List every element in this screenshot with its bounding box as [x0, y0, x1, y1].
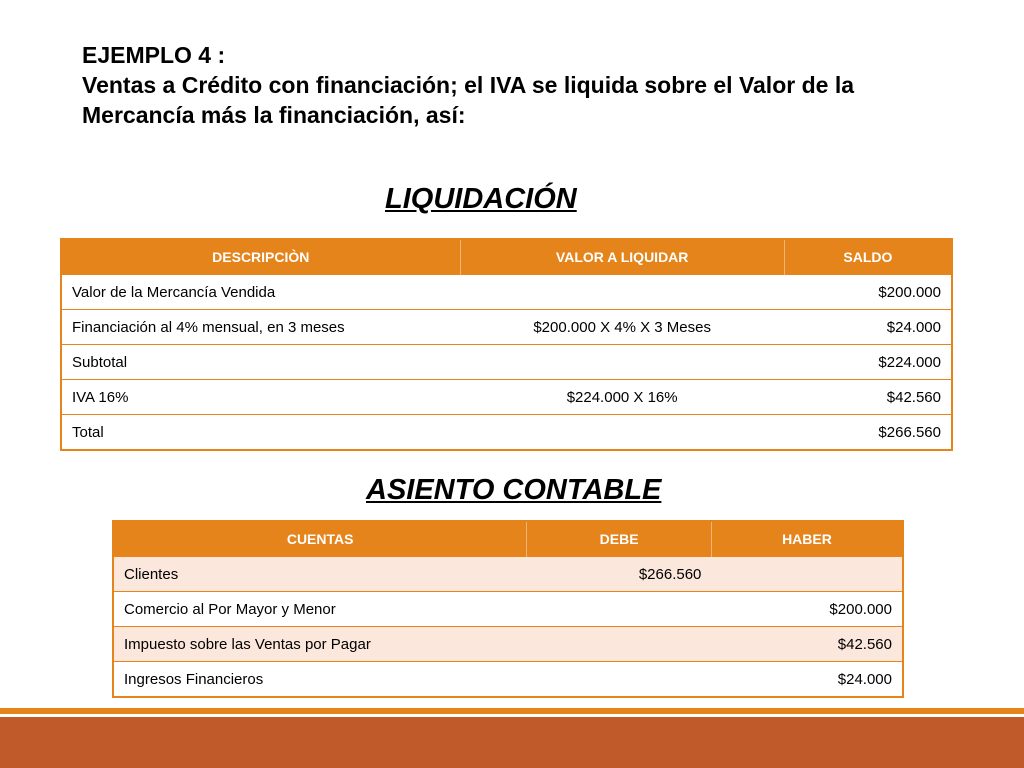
cell-cuenta: Impuesto sobre las Ventas por Pagar — [113, 627, 527, 662]
heading-line-1: EJEMPLO 4 : — [82, 42, 226, 68]
cell-descripcion: IVA 16% — [61, 380, 460, 415]
cell-saldo: $266.560 — [784, 415, 952, 451]
table-row — [61, 345, 952, 380]
table-row — [113, 592, 903, 627]
liquidacion-title: LIQUIDACIÓN — [385, 183, 577, 215]
cell-cuenta: Clientes — [113, 557, 527, 592]
footer-band — [0, 717, 1024, 768]
table-row — [61, 415, 952, 451]
cell-haber: $200.000 — [711, 592, 903, 627]
cell-haber: $42.560 — [711, 627, 903, 662]
liquidacion-table — [60, 238, 953, 451]
heading-line-3: Mercancía más la financiación, así: — [82, 102, 466, 128]
cell-saldo: $200.000 — [784, 275, 952, 310]
cell-cuenta: Comercio al Por Mayor y Menor — [113, 592, 527, 627]
table-row — [61, 380, 952, 415]
cell-debe: $266.560 — [527, 557, 712, 592]
cell-debe — [527, 627, 712, 662]
asiento-table — [112, 520, 904, 698]
column-header-descripcion: DESCRIPCIÒN — [61, 239, 460, 275]
cell-descripcion: Financiación al 4% mensual, en 3 meses — [61, 310, 460, 345]
table-row — [113, 557, 903, 592]
cell-descripcion: Subtotal — [61, 345, 460, 380]
table-row — [61, 275, 952, 310]
cell-saldo: $224.000 — [784, 345, 952, 380]
liquidacion-header-row — [61, 239, 952, 275]
cell-saldo: $24.000 — [784, 310, 952, 345]
cell-valor: $200.000 X 4% X 3 Meses — [460, 310, 784, 345]
cell-valor: $224.000 X 16% — [460, 380, 784, 415]
cell-debe — [527, 592, 712, 627]
asiento-title: ASIENTO CONTABLE — [366, 474, 662, 506]
cell-descripcion: Valor de la Mercancía Vendida — [61, 275, 460, 310]
table-row — [61, 310, 952, 345]
cell-descripcion: Total — [61, 415, 460, 451]
example-heading — [82, 40, 962, 130]
cell-valor — [460, 275, 784, 310]
footer-accent-line — [0, 708, 1024, 714]
cell-valor — [460, 415, 784, 451]
asiento-header-row — [113, 521, 903, 557]
table-row — [113, 627, 903, 662]
cell-saldo: $42.560 — [784, 380, 952, 415]
column-header-saldo: SALDO — [784, 239, 952, 275]
column-header-haber: HABER — [711, 521, 903, 557]
cell-haber — [711, 557, 903, 592]
cell-haber: $24.000 — [711, 662, 903, 698]
cell-debe — [527, 662, 712, 698]
table-row — [113, 662, 903, 698]
cell-valor — [460, 345, 784, 380]
column-header-debe: DEBE — [527, 521, 712, 557]
column-header-cuentas: CUENTAS — [113, 521, 527, 557]
cell-cuenta: Ingresos Financieros — [113, 662, 527, 698]
heading-line-2: Ventas a Crédito con financiación; el IVA se liquida sobre el Valor de la — [82, 72, 855, 98]
column-header-valor: VALOR A LIQUIDAR — [460, 239, 784, 275]
